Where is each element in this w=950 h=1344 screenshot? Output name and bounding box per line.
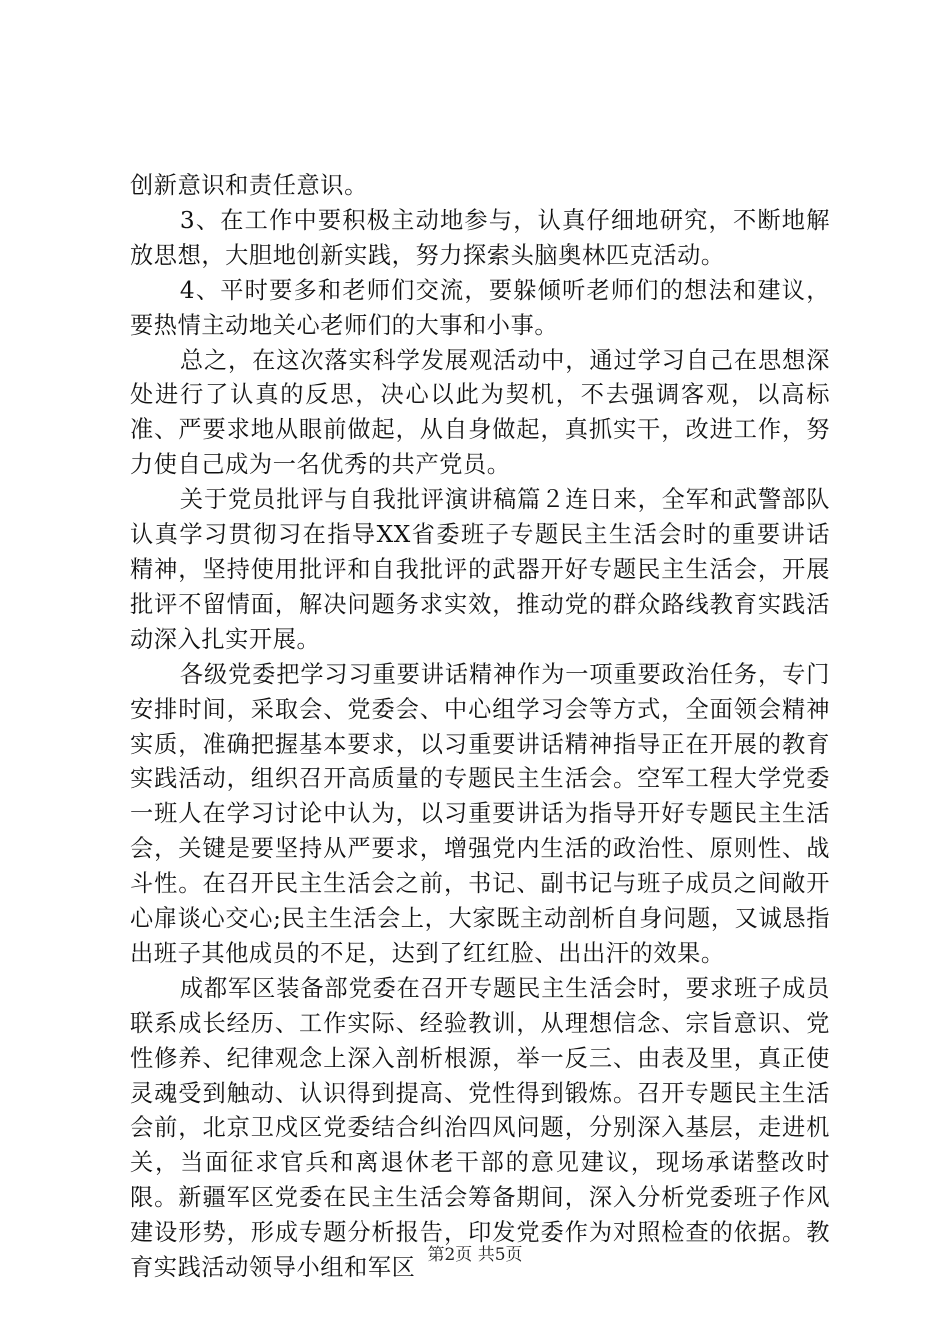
paragraph-5: 关于党员批评与自我批评演讲稿篇２连日来，全军和武警部队认真学习贯彻习在指导XX省委班子专题民主生活会时的重要讲话精神，坚持使用批评和自我批评的武器开好专题民主生活会，开展批评不留情面，解决问题务求实效，推动党的群众路线教育实践活动深入扎实开展。 (130, 486, 830, 653)
paragraph-2: 3、在工作中要积极主动地参与，认真仔细地研究，不断地解放思想，大胆地创新实践，努力探索头脑奥林匹克活动。 (130, 206, 830, 269)
paragraph-6: 各级党委把学习习重要讲话精神作为一项重要政治任务，专门安排时间，采取会、党委会、中心组学习会等方式，全面领会精神实质，准确把握基本要求，以习重要讲话精神指导正在开展的教育实践活动，组织召开高质量的专题民主生活会。空军工程大学党委一班人在学习讨论中认为，以习重要讲话为指导开好专题民主生活会，关键是要坚持从严要求，增强党内生活的政治性、原则性、战斗性。在召开民主生活会之前，书记、副书记与班子成员之间敞开心扉谈心交心;民主生活会上，大家既主动剖析自身问题，又诚恳指出班子其他成员的不足，达到了红红脸、出出汗的效果。 (130, 660, 830, 967)
paragraph-1: 创新意识和责任意识。 (130, 172, 368, 199)
paragraph-4: 总之，在这次落实科学发展观活动中，通过学习自己在思想深处进行了认真的反思，决心以此为契机，不去强调客观，以高标准、严要求地从眼前做起，从自身做起，真抓实干，改进工作，努力使自己成为一名优秀的共产党员。 (130, 346, 830, 479)
paragraph-7: 成都军区装备部党委在召开专题民主生活会时，要求班子成员联系成长经历、工作实际、经验教训，从理想信念、宗旨意识、党性修养、纪律观念上深入剖析根源，举一反三、由表及里，真正使灵魂受到触动、认识得到提高、党性得到锻炼。召开专题民主生活会前，北京卫戍区党委结合纠治四风问题，分别深入基层，走进机关，当面征求官兵和离退休老干部的意见建议，现场承诺整改时限。新疆军区党委在民主生活会筹备期间，深入分析党委班子作风建设形势，形成专题分析报告，印发党委作为对照检查的依据。教育实践活动领导小组和军区 (130, 974, 830, 1282)
page-number-footer: 第2页 共5页 (427, 1245, 523, 1265)
paragraph-3: 4、平时要多和老师们交流，要躲倾听老师们的想法和建议，要热情主动地关心老师们的大事和小事。 (130, 276, 830, 339)
document-body (130, 169, 830, 1286)
